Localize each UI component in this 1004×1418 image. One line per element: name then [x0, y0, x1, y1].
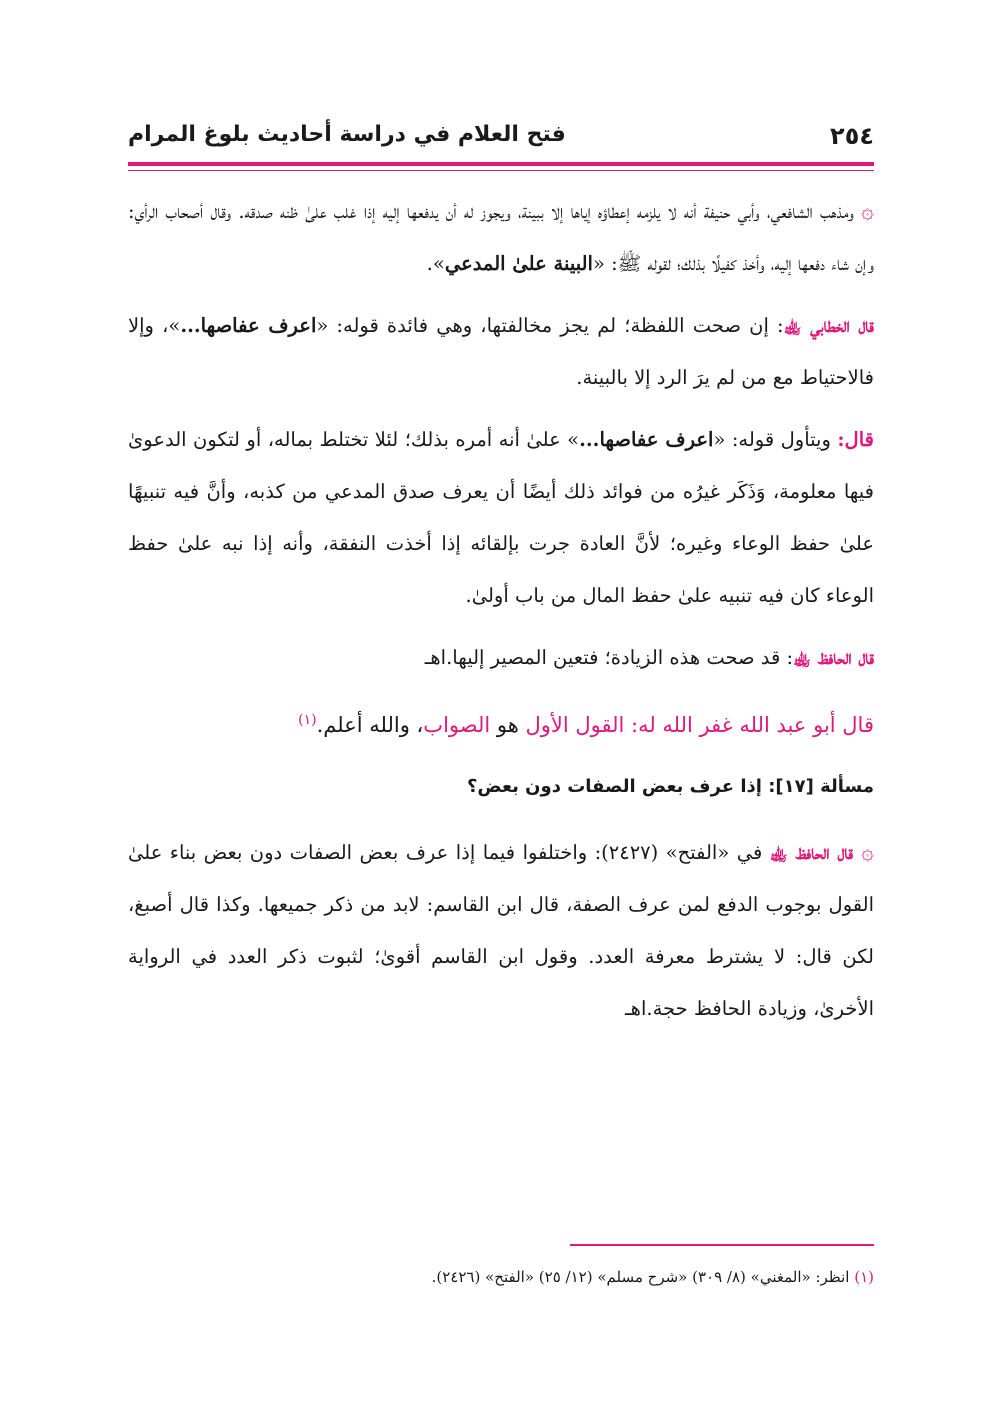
paragraph-text-end: » علىٰ أنه أمره بذلك؛ لئلا تختلط بماله، أو لتكون الدعوىٰ فيها معلومة، وَذَكَر غيرُه من فوائد ذلك أيضًا أن يعرف صدق المدعي من كذبه، وأنَّ فيه تنبيهًا علىٰ حفظ الوعاء وغيره؛ لأنَّ العادة جرت بإلقائه إذا أخذت النفقة، وأنه إذا نبه علىٰ حفظ الوعاء كان فيه تنبيه علىٰ حفظ المال من باب أولىٰ.: [128, 428, 874, 607]
author-conclusion: [128, 694, 874, 751]
author-label: قال أبو عبد الله غفر الله له:: [624, 713, 874, 737]
flower-ornament-icon: ۞: [861, 199, 874, 224]
paragraph-text: ومذهب الشافعي، وأبي حنيفة أنه لا يلزمه إعطاؤه إياها إلا ببينة، ويجوز له أن يدفعها إليه إذا غلب علىٰ ظنه صدقه. وقال أصحاب الرأي: وإن شاء دفعها إليه، وأخذ كفيلًا بذلك؛ لقوله ﷺ: «: [128, 200, 874, 275]
speaker-label: قال الحافظ ﵀: [769, 841, 862, 864]
paragraph-text: : إن صحت اللفظة؛ لم يجز مخالفتها، وهي فائدة قوله: «: [316, 314, 784, 337]
hadith-quote: البينة علىٰ المدعي: [444, 252, 593, 275]
page-number: ٢٥٤: [830, 122, 874, 150]
paragraph-khattabi: [128, 300, 874, 404]
paragraph-tawil: [128, 414, 874, 622]
footnote-ref[interactable]: (١): [298, 712, 317, 728]
flower-ornament-icon: ۞: [861, 840, 874, 865]
header-rule-thin: [128, 170, 874, 171]
issue-number: مسألة [١٧]:: [768, 776, 874, 797]
speaker-label: قال الحافظ ﵀: [793, 646, 874, 669]
paragraph-text: : قد صحت هذه الزيادة؛ فتعين المصير إليها.اهـ: [424, 646, 794, 669]
header-rule-thick: [128, 162, 874, 166]
footnote-separator: [570, 1244, 874, 1246]
correct-label: الصواب: [423, 713, 491, 737]
speaker-label: قال الخطابي ﵀: [783, 314, 874, 337]
main-text: [128, 186, 874, 1045]
paragraph-text: ويتأول قوله: «: [713, 428, 838, 451]
paragraph-madhab: [128, 186, 874, 290]
hadith-quote: اعرف عفاصها...: [180, 314, 317, 337]
paragraph-hafiz: [128, 632, 874, 684]
footnote-text: انظر: «المغني» (٨/ ٣٠٩) «شرح مسلم» (١٢/ ٢٥) «الفتح» (٢٤٢٦).: [431, 1268, 855, 1286]
paragraph-text-end: »، وإلا فالاحتياط مع من لم يرَ الرد إلا بالبينة.: [128, 314, 874, 389]
issue-heading: [128, 761, 874, 813]
paragraph-text-end: ».: [426, 252, 445, 275]
paragraph-sifat: [128, 827, 874, 1035]
note-text: هو: [490, 713, 526, 737]
first-opinion: القول الأول: [525, 713, 625, 737]
issue-title: إذا عرف بعض الصفات دون بعض؟: [466, 776, 769, 797]
footnote-mark: (١): [854, 1268, 874, 1286]
speaker-label: قال:: [837, 428, 874, 451]
footnote: [128, 1264, 874, 1290]
paragraph-text: في «الفتح» (٢٤٢٧): واختلفوا فيما إذا عرف بعض الصفات دون بعض بناء علىٰ القول بوجوب الدفع لمن عرف الصفة، قال ابن القاسم: لابد من ذكر جميعها. وكذا قال أصبغ، لكن قال: لا يشترط معرفة العدد. وقول ابن القاسم أقوىٰ؛ لثبوت ذكر العدد في الرواية الأخرىٰ، وزيادة الحافظ حجة.اهـ: [128, 841, 874, 1020]
page-header: [128, 118, 874, 162]
note-text-end: ، والله أعلم.: [316, 713, 424, 737]
running-title: فتح العلام في دراسة أحاديث بلوغ المرام: [128, 122, 566, 147]
hadith-quote: اعرف عفاصها...: [579, 428, 714, 451]
